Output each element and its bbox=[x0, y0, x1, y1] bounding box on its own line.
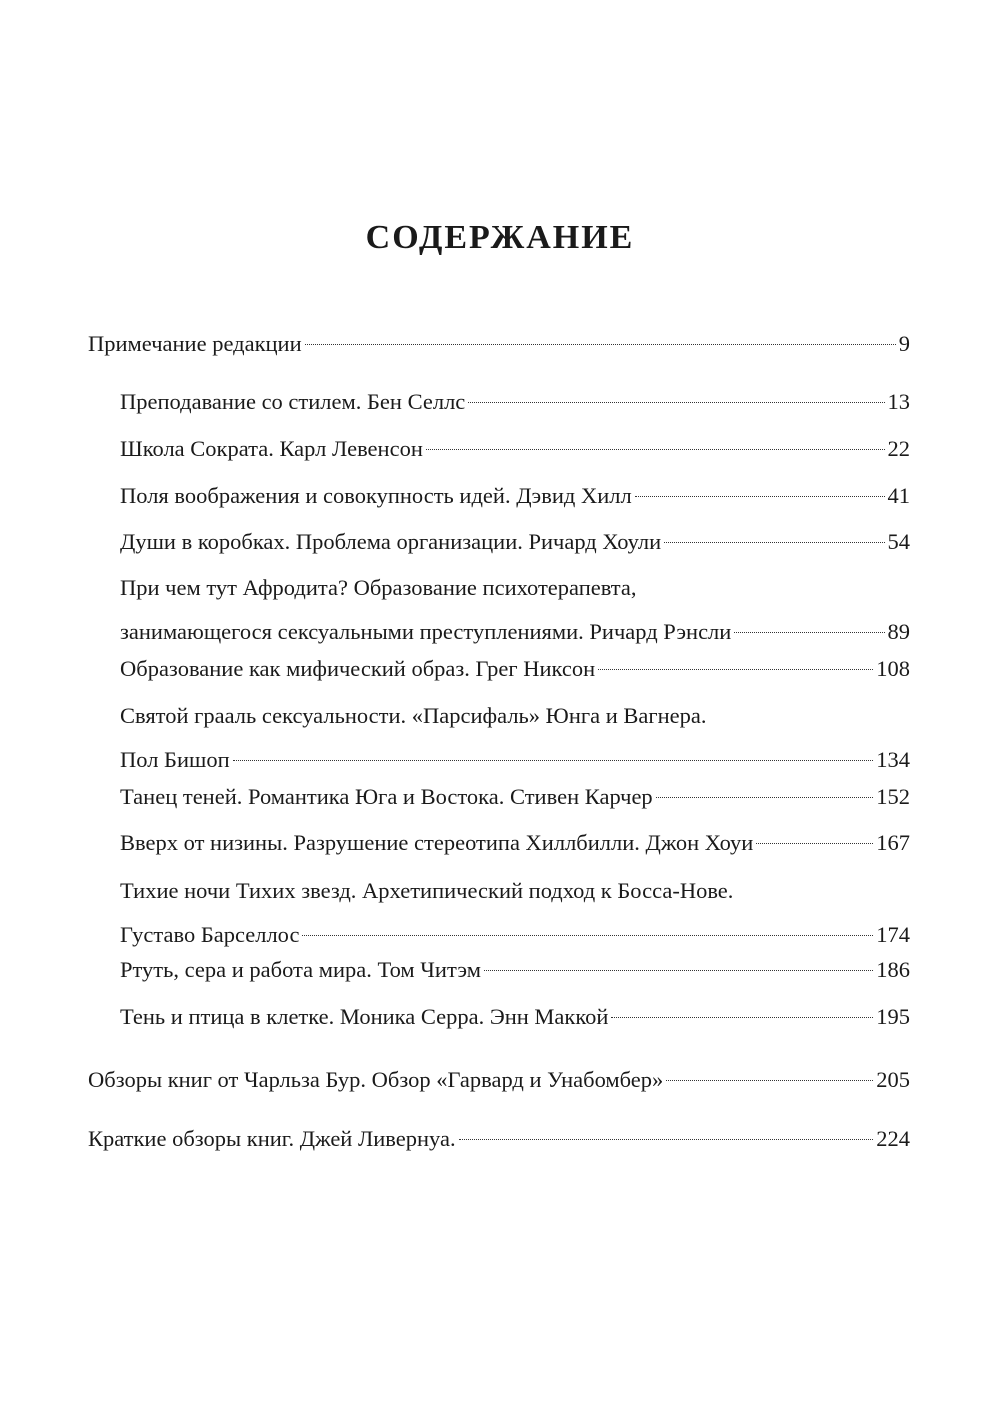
toc-entry-title: Густаво Барселлос bbox=[120, 922, 300, 947]
page-title: СОДЕРЖАНИЕ bbox=[365, 219, 635, 256]
toc-entry-title: Обзоры книг от Чарльза Бур. Обзор «Гарвард и Унабомбер» bbox=[88, 1067, 664, 1092]
toc-entry[interactable] bbox=[120, 775, 910, 819]
toc-entry-page: 54 bbox=[887, 529, 910, 554]
dot-leader bbox=[666, 1079, 873, 1081]
toc-entry-title: Души в коробках. Проблема организации. Ричард Хоули bbox=[120, 529, 662, 554]
toc-entry-title: Вверх от низины. Разрушение стереотипа Хиллбилли. Джон Хоуи bbox=[120, 830, 754, 855]
dot-leader bbox=[756, 842, 873, 844]
dot-leader bbox=[426, 448, 885, 450]
toc-entry-page: 174 bbox=[876, 922, 910, 947]
toc-entry-title: Тень и птица в клетке. Моника Серра. Энн Маккой bbox=[120, 1004, 609, 1029]
toc-entry-title: Ртуть, сера и работа мира. Том Читэм bbox=[120, 957, 482, 982]
dot-leader bbox=[302, 934, 873, 936]
toc-entry-title-line: Тихие ночи Тихих звезд. Архетипический подход к Босса-Нове. bbox=[120, 878, 734, 903]
dot-leader bbox=[656, 796, 874, 798]
toc-entry-page: 108 bbox=[876, 656, 910, 681]
dot-leader bbox=[468, 401, 884, 403]
dot-leader bbox=[635, 495, 885, 497]
toc-entry-page: 224 bbox=[876, 1126, 910, 1151]
toc-entry[interactable] bbox=[120, 694, 910, 782]
toc-entry[interactable] bbox=[88, 1117, 910, 1161]
toc-entry-title: Поля воображения и совокупность идей. Дэвид Хилл bbox=[120, 483, 632, 508]
toc-entry[interactable] bbox=[120, 380, 910, 424]
toc-entry-page: 186 bbox=[876, 957, 910, 982]
toc-entry-title-line: Святой грааль сексуальности. «Парсифаль» Юнга и Вагнера. bbox=[120, 703, 707, 728]
dot-leader bbox=[611, 1016, 873, 1018]
dot-leader bbox=[233, 759, 874, 761]
toc-entry-page: 195 bbox=[876, 1004, 910, 1029]
toc-entry-title: Преподавание со стилем. Бен Селлс bbox=[120, 389, 466, 414]
toc-entry[interactable] bbox=[120, 566, 910, 654]
toc-entry[interactable] bbox=[120, 995, 910, 1039]
toc-entry[interactable] bbox=[120, 821, 910, 865]
toc-entry-page: 13 bbox=[887, 389, 910, 414]
toc-entry-title: Примечание редакции bbox=[88, 331, 302, 356]
toc-entry-page: 89 bbox=[887, 619, 910, 644]
toc-entry-page: 41 bbox=[887, 483, 910, 508]
toc-entry[interactable] bbox=[88, 1058, 910, 1102]
toc-entry-title: занимающегося сексуальными преступлениями. Ричард Рэнсли bbox=[120, 619, 732, 644]
toc-entry-page: 205 bbox=[876, 1067, 910, 1092]
dot-leader bbox=[459, 1138, 874, 1140]
dot-leader bbox=[598, 668, 873, 670]
toc-entry-page: 167 bbox=[876, 830, 910, 855]
toc-entry[interactable] bbox=[120, 647, 910, 691]
toc-entry-title-line: При чем тут Афродита? Образование психотерапевта, bbox=[120, 575, 637, 600]
toc-entry-page: 9 bbox=[898, 331, 910, 356]
toc-entry[interactable] bbox=[120, 869, 910, 957]
toc-entry-title: Танец теней. Романтика Юга и Востока. Стивен Карчер bbox=[120, 784, 653, 809]
toc-entry[interactable] bbox=[120, 948, 910, 992]
toc-entry-title: Краткие обзоры книг. Джей Ливернуа. bbox=[88, 1126, 456, 1151]
toc-entry-page: 134 bbox=[876, 747, 910, 772]
toc-entry[interactable] bbox=[120, 520, 910, 564]
toc-entry[interactable] bbox=[88, 322, 910, 366]
dot-leader bbox=[305, 343, 896, 345]
toc-entry-title: Образование как мифический образ. Грег Никсон bbox=[120, 656, 596, 681]
dot-leader bbox=[664, 541, 884, 543]
toc-entry[interactable] bbox=[120, 427, 910, 471]
toc-entry-page: 152 bbox=[876, 784, 910, 809]
dot-leader bbox=[484, 969, 873, 971]
toc-entry-title: Школа Сократа. Карл Левенсон bbox=[120, 436, 423, 461]
toc-entry-page: 22 bbox=[887, 436, 910, 461]
toc-entry-title: Пол Бишоп bbox=[120, 747, 230, 772]
toc-entry[interactable] bbox=[120, 474, 910, 518]
dot-leader bbox=[734, 631, 884, 633]
